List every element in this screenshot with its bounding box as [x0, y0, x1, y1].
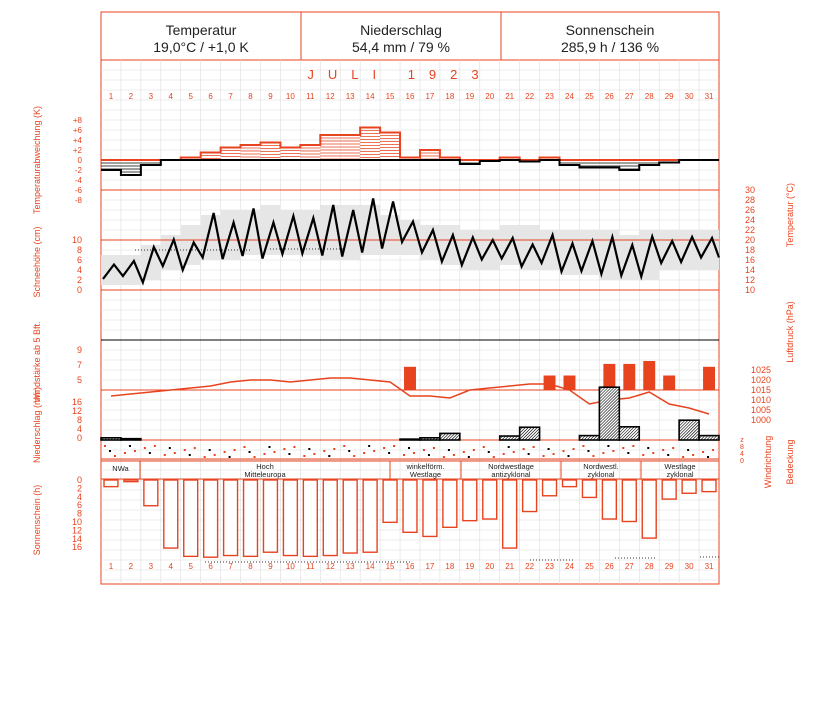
summary-sunshine-value: 285,9 h / 136 %	[560, 39, 660, 55]
day-label-top: 21	[505, 92, 515, 101]
temp-tick: 24	[744, 215, 756, 225]
temp-dev-tick: -6	[74, 186, 82, 195]
day-label-top: 17	[425, 92, 435, 101]
temp-dev-tick: +6	[72, 126, 82, 135]
wind-direction-mark	[393, 445, 395, 447]
wind-direction-mark	[632, 445, 634, 447]
wind-direction-mark	[692, 454, 694, 456]
temp-tick: 18	[744, 245, 756, 255]
temp-dev-positive-step	[101, 128, 719, 161]
wind-tick: 5	[76, 375, 82, 385]
wind-tick: 9	[76, 345, 82, 355]
summary-sunshine-title: Sonnenschein	[565, 22, 655, 38]
day-label-bottom: 28	[644, 562, 654, 571]
wind-direction-mark	[244, 446, 246, 448]
wind-direction-mark	[149, 452, 151, 454]
wind-direction-mark	[204, 456, 206, 458]
wind-force-bar	[544, 376, 556, 391]
temp-dev-tick: -8	[74, 196, 82, 205]
wind-direction-mark	[493, 456, 495, 458]
sunshine-bar	[443, 480, 457, 527]
wind-direction-mark	[303, 455, 305, 457]
sunshine-bar	[383, 480, 397, 522]
day-label-bottom: 18	[445, 562, 455, 571]
weather-type-label: Hoch	[256, 462, 274, 471]
wind-direction-mark	[288, 453, 290, 455]
wind-direction-mark	[229, 456, 231, 458]
pressure-axis-label: Luftdruck (hPa)	[785, 301, 795, 363]
day-label-bottom: 22	[525, 562, 535, 571]
sunshine-bar	[164, 480, 178, 548]
wind-direction-mark	[388, 452, 390, 454]
wind-direction-mark	[363, 452, 365, 454]
temp-tick: 20	[744, 235, 756, 245]
wind-direction-mark	[104, 445, 106, 447]
temp-dev-tick: +4	[72, 136, 82, 145]
pressure-tick: 1025	[750, 365, 772, 375]
temp-tick: 26	[744, 205, 756, 215]
sunshine-axis-label: Sonnenschein (h)	[32, 484, 42, 556]
weather-type-label: winkelförm.	[406, 462, 445, 471]
day-label-top: 24	[565, 92, 574, 101]
sunshine-bar	[303, 480, 317, 556]
wind-direction-mark	[592, 455, 594, 457]
wind-axis-label: Windstärke ab 5 Bft.	[32, 321, 42, 403]
wind-direction-mark	[249, 451, 251, 453]
sunshine-bar	[184, 480, 198, 556]
snow-tick: 4	[76, 265, 82, 275]
wind-direction-mark	[647, 447, 649, 449]
sunshine-bar	[323, 480, 337, 556]
wind-tick: 7	[76, 360, 82, 370]
day-label-bottom: 24	[565, 562, 574, 571]
wind-direction-mark	[373, 450, 375, 452]
sunshine-bar	[263, 480, 277, 552]
day-label-bottom: 19	[465, 562, 475, 571]
precip-tick: 4	[76, 424, 82, 434]
summary-precipitation-title: Niederschlag	[360, 22, 442, 38]
wind-direction-mark	[543, 455, 545, 457]
day-label-top: 3	[148, 92, 154, 101]
wind-direction-mark	[114, 455, 116, 457]
temp-tick: 12	[744, 275, 756, 285]
summary-sunshine	[501, 12, 719, 60]
day-label-top: 26	[604, 92, 614, 101]
snow-tick: 8	[76, 245, 82, 255]
wind-dir-legend: 0	[740, 458, 744, 465]
temp-tick: 22	[744, 225, 756, 235]
temp-tick: 14	[744, 265, 756, 275]
sunshine-bar	[224, 480, 238, 556]
wind-dir-legend: 4	[740, 451, 744, 458]
wind-direction-mark	[667, 454, 669, 456]
day-label-bottom: 14	[365, 562, 375, 571]
temp-dev-tick: -2	[74, 166, 82, 175]
temp-dev-tick: -4	[74, 176, 82, 185]
day-label-top: 28	[644, 92, 654, 101]
weather-type-label: Nordwestlage	[488, 462, 534, 471]
sunshine-bar	[702, 480, 716, 492]
sunshine-bar	[104, 480, 118, 487]
pressure-tick: 1000	[750, 415, 772, 425]
sunshine-tick: 0	[76, 475, 82, 485]
summary-temperature-title: Temperatur	[165, 22, 237, 38]
temp-axis-label: Temperatur (°C)	[785, 182, 795, 248]
day-label-top: 11	[306, 92, 315, 101]
day-label-top: 14	[365, 92, 375, 101]
day-label-top: 13	[345, 92, 355, 101]
sunshine-bar	[423, 480, 437, 536]
wind-direction-mark	[408, 447, 410, 449]
wind-direction-mark	[622, 447, 624, 449]
sunshine-bar	[682, 480, 696, 493]
sunshine-bar	[244, 480, 258, 556]
snow-tick: 6	[76, 255, 82, 265]
day-label-top: 27	[624, 92, 634, 101]
wind-force-bar	[603, 364, 615, 390]
wind-direction-mark	[627, 452, 629, 454]
pressure-tick: 1015	[750, 385, 772, 395]
weather-type-label: Nordwestl.	[583, 462, 619, 471]
wind-dir-legend: z	[740, 437, 744, 444]
weather-type-label: Westlage	[664, 462, 696, 471]
sunshine-bar	[363, 480, 377, 552]
day-label-bottom: 7	[228, 562, 233, 571]
wind-direction-mark	[368, 445, 370, 447]
wind-direction-mark	[607, 445, 609, 447]
day-label-top: 7	[228, 92, 233, 101]
temp-tick: 10	[744, 285, 756, 295]
day-label-top: 9	[268, 92, 273, 101]
wind-direction-mark	[707, 456, 709, 458]
day-label-bottom: 6	[208, 562, 213, 571]
summary-temperature-value: 19,0°C / +1,0 K	[153, 39, 249, 55]
day-label-top: 6	[208, 92, 213, 101]
day-label-top: 23	[545, 92, 555, 101]
day-label-bottom: 29	[664, 562, 674, 571]
sunshine-bar	[563, 480, 577, 487]
weather-type-label: zyklonal	[587, 470, 615, 479]
wind-force-bar	[663, 376, 675, 391]
wind-direction-mark	[582, 445, 584, 447]
wind-force-bar	[643, 361, 655, 390]
day-label-top: 18	[445, 92, 455, 101]
snow-tick: 2	[76, 275, 82, 285]
day-label-bottom: 31	[704, 562, 714, 571]
wind-direction-mark	[433, 447, 435, 449]
pressure-tick: 1010	[750, 395, 772, 405]
pressure-tick: 1020	[750, 375, 772, 385]
snow-tick: 10	[71, 235, 82, 245]
day-label-bottom: 12	[325, 562, 335, 571]
wind-direction-mark	[533, 446, 535, 448]
sunshine-tick: 8	[76, 508, 82, 519]
wind-direction-mark	[333, 448, 335, 450]
wind-direction-mark	[453, 454, 455, 456]
day-label-top: 20	[485, 92, 495, 101]
day-label-bottom: 21	[505, 562, 515, 571]
sunshine-bar	[543, 480, 557, 496]
wind-direction-mark	[488, 451, 490, 453]
day-label-top: 15	[385, 92, 395, 101]
pressure-tick: 1005	[750, 405, 772, 415]
wind-direction-mark	[209, 449, 211, 451]
wind-direction-mark	[353, 455, 355, 457]
wind-direction-mark	[712, 449, 714, 451]
sunshine-bar	[204, 480, 218, 557]
day-label-bottom: 26	[604, 562, 614, 571]
day-label-bottom: 30	[684, 562, 694, 571]
wind-force-bar	[564, 376, 576, 391]
temp-dev-axis-label: Temperaturabweichung (K)	[32, 105, 42, 215]
sunshine-bar	[622, 480, 636, 522]
day-label-top: 19	[465, 92, 475, 101]
day-label-top: 22	[525, 92, 535, 101]
wind-direction-mark	[313, 453, 315, 455]
wind-direction-mark	[124, 452, 126, 454]
day-label-bottom: 25	[584, 562, 594, 571]
wind-direction-mark	[134, 450, 136, 452]
day-label-bottom: 16	[405, 562, 415, 571]
snow-tick: 0	[76, 285, 82, 295]
wind-direction-mark	[702, 451, 704, 453]
wind-direction-mark	[563, 450, 565, 452]
wind-direction-mark	[343, 445, 345, 447]
wind-direction-mark	[273, 451, 275, 453]
day-label-bottom: 10	[285, 562, 295, 571]
wind-direction-mark	[573, 448, 575, 450]
wind-direction-mark	[189, 454, 191, 456]
wind-direction-mark	[263, 453, 265, 455]
wind-direction-mark	[468, 456, 470, 458]
weather-type-label: Mitteleuropa	[244, 470, 286, 479]
day-label-bottom: 2	[128, 562, 134, 571]
wind-direction-mark	[587, 450, 589, 452]
day-label-top: 4	[168, 92, 174, 101]
day-label-top: 31	[704, 92, 714, 101]
wind-direction-mark	[513, 451, 515, 453]
wind-direction-mark	[682, 456, 684, 458]
sunshine-tick: 2	[76, 483, 82, 494]
day-label-bottom: 3	[148, 562, 154, 571]
wind-force-bar	[623, 364, 635, 390]
day-label-top: 12	[325, 92, 335, 101]
sunshine-tick: 12	[71, 525, 82, 536]
precip-tick: 16	[71, 397, 82, 407]
day-label-bottom: 23	[545, 562, 555, 571]
wind-direction-mark	[428, 454, 430, 456]
wind-direction-mark	[224, 451, 226, 453]
day-label-bottom: 5	[188, 562, 193, 571]
temp-dev-tick: +2	[72, 146, 82, 155]
precip-tick: 8	[76, 415, 82, 425]
temp-dev-negative-step	[101, 160, 719, 175]
day-label-bottom: 20	[485, 562, 495, 571]
wind-direction-mark	[687, 449, 689, 451]
sunshine-bar	[463, 480, 477, 521]
wind-direction-mark	[348, 450, 350, 452]
day-label-top: 10	[285, 92, 295, 101]
temp-dev-tick: +8	[72, 116, 82, 125]
sunshine-bar	[582, 480, 596, 497]
wind-direction-mark	[548, 448, 550, 450]
wind-direction-mark	[652, 452, 654, 454]
weather-type-label: zyklonal	[666, 470, 694, 479]
temp-tick: 30	[744, 185, 756, 195]
wind-direction-mark	[109, 450, 111, 452]
wind-direction-mark	[672, 447, 674, 449]
day-label-top: 5	[188, 92, 193, 101]
wind-direction-mark	[403, 454, 405, 456]
wind-force-bar	[703, 367, 715, 390]
day-label-bottom: 11	[306, 562, 315, 571]
wind-direction-mark	[383, 447, 385, 449]
precip-tick: 0	[76, 433, 82, 443]
day-label-bottom: 9	[268, 562, 273, 571]
wind-direction-mark	[323, 450, 325, 452]
weather-type-label: antizyklonal	[491, 470, 531, 479]
sunshine-bar	[144, 480, 158, 506]
day-label-bottom: 15	[385, 562, 395, 571]
sunshine-bar	[483, 480, 497, 519]
snow-axis-label: Schneehöhe (cm)	[32, 226, 42, 298]
wind-direction-mark	[443, 456, 445, 458]
wind-direction-mark	[528, 453, 530, 455]
sunshine-tick: 14	[71, 533, 82, 544]
summary-precipitation-value: 54,4 mm / 79 %	[351, 39, 451, 55]
precip-tick: 12	[71, 406, 82, 416]
sunshine-tick: 16	[71, 542, 82, 553]
sunshine-tick: 6	[76, 500, 82, 511]
wind-direction-mark	[553, 453, 555, 455]
weather-type-label: NWa	[112, 464, 129, 473]
temp-dev-tick: 0	[77, 156, 82, 165]
wind-direction-mark	[184, 449, 186, 451]
wind-direction-mark	[483, 446, 485, 448]
sunshine-bar	[662, 480, 676, 499]
wind-direction-mark	[642, 454, 644, 456]
sunshine-bar	[283, 480, 297, 556]
sunshine-bar	[602, 480, 616, 519]
wind-force-bar	[404, 367, 416, 390]
wind-direction-mark	[174, 452, 176, 454]
day-label-bottom: 27	[624, 562, 634, 571]
day-label-bottom: 4	[168, 562, 174, 571]
day-label-bottom: 1	[108, 562, 114, 571]
wind-direction-mark	[293, 446, 295, 448]
wind-direction-mark	[169, 447, 171, 449]
wind-direction-mark	[508, 446, 510, 448]
wind-direction-mark	[503, 453, 505, 455]
day-label-top: 1	[108, 92, 114, 101]
sunshine-bar	[124, 480, 138, 482]
summary-precipitation	[301, 12, 501, 60]
sunshine-bar	[523, 480, 537, 512]
wind-direction-mark	[463, 451, 465, 453]
wind-direction-mark	[413, 452, 415, 454]
wind-direction-mark	[568, 455, 570, 457]
wind-direction-mark	[602, 452, 604, 454]
sunshine-tick: 10	[71, 517, 82, 527]
wind-direction-mark	[164, 454, 166, 456]
day-label-bottom: 17	[425, 562, 435, 571]
weather-type-label: Westlage	[409, 470, 442, 479]
wind-dir-axis-label: Windrichtung	[763, 435, 773, 489]
wind-dir-legend: 8	[740, 444, 744, 451]
wind-direction-mark	[194, 447, 196, 449]
wind-direction-mark	[144, 447, 146, 449]
sunshine-bar	[403, 480, 417, 532]
wind-direction-mark	[268, 446, 270, 448]
wind-direction-mark	[154, 445, 156, 447]
sunshine-tick: 4	[76, 491, 82, 502]
day-label-bottom: 13	[345, 562, 355, 571]
day-label-top: 16	[405, 92, 415, 101]
day-label-top: 2	[128, 92, 134, 101]
wind-direction-mark	[308, 448, 310, 450]
sunshine-bar	[343, 480, 357, 553]
wind-direction-mark	[234, 449, 236, 451]
day-label-top: 8	[248, 92, 253, 101]
day-label-top: 29	[664, 92, 674, 101]
wind-direction-mark	[214, 454, 216, 456]
sunshine-bar	[503, 480, 517, 548]
summary-temperature	[101, 12, 301, 60]
cloud-axis-label: Bedeckung	[785, 439, 795, 485]
wind-direction-mark	[523, 448, 525, 450]
temp-tick: 28	[744, 195, 756, 205]
wind-direction-mark	[662, 449, 664, 451]
wind-direction-mark	[129, 445, 131, 447]
day-label-top: 30	[684, 92, 694, 101]
temp-tick: 16	[744, 255, 756, 265]
sunshine-bar	[642, 480, 656, 538]
day-label-top: 25	[584, 92, 594, 101]
wind-direction-mark	[423, 449, 425, 451]
day-label-bottom: 8	[248, 562, 253, 571]
month-title: JULI 1923	[307, 67, 493, 82]
precip-axis-label: Niederschlag (mm)	[32, 386, 42, 464]
wind-direction-mark	[612, 450, 614, 452]
wind-direction-mark	[473, 449, 475, 451]
wind-direction-mark	[254, 456, 256, 458]
wind-direction-mark	[283, 448, 285, 450]
wind-direction-mark	[448, 449, 450, 451]
wind-direction-mark	[328, 455, 330, 457]
